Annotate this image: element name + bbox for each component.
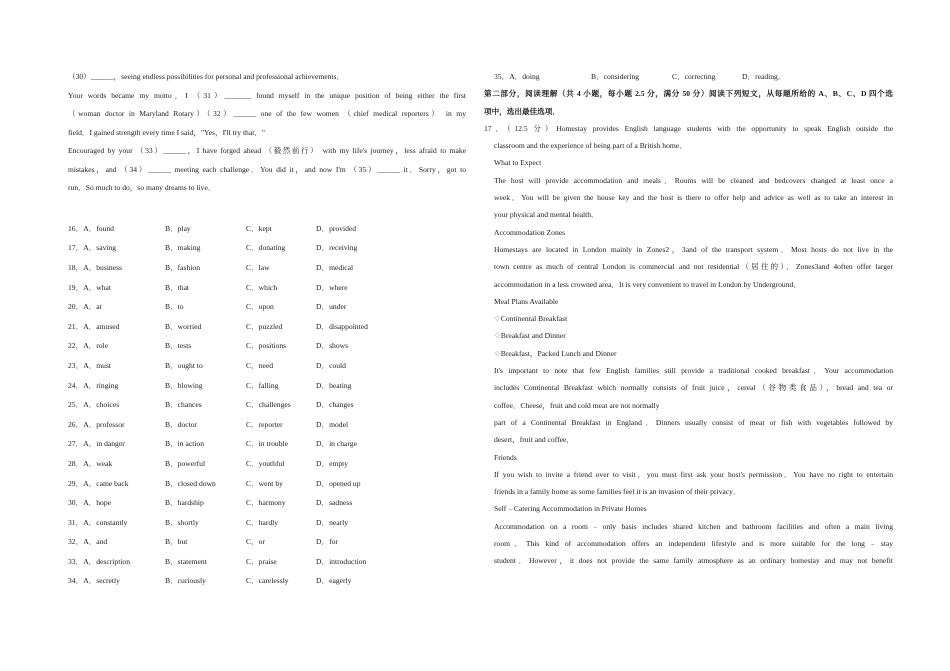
passage-line: part of a Continental Breakfast in England．Dinners usually consist of meat or fish with vegetables followed by — [494, 417, 893, 427]
option-row — [68, 277, 406, 297]
question-17-intro-cont: classroom and the experience of being part of a British home． — [494, 141, 687, 151]
option-cell — [246, 512, 316, 532]
option-row — [68, 395, 406, 415]
passage-line: room．This kind of accommodation offers an independent lifestyle and is more suitable for the long﹣stay — [494, 539, 893, 549]
question-17-intro: 17．（12.5 分）Homestay provides English language students with the opportunity to speak English outside the — [484, 123, 893, 133]
option-c: C．youthful — [246, 458, 285, 468]
option-d: D．where — [316, 282, 348, 292]
option-cell — [165, 454, 246, 474]
option-cell — [165, 258, 246, 278]
passage-line: ♢Continental Breakfast — [494, 314, 568, 324]
option-cell — [246, 454, 316, 474]
option-cell — [165, 571, 246, 591]
option-cell — [316, 316, 406, 336]
option-c: C．hardly — [246, 517, 279, 527]
option-row — [68, 414, 406, 434]
option-cell — [68, 395, 165, 415]
option-cell — [68, 473, 165, 493]
option-cell — [165, 414, 246, 434]
option-b: B．shortly — [165, 517, 199, 527]
passage-line: Encouraged by your （33）______，I have forged ahead （毅然前行） with my life's journey，less afraid to make — [68, 146, 466, 155]
option-a: A．found — [83, 223, 114, 233]
option-cell — [165, 297, 246, 317]
passage-line: week．You will be given the house key and the host is there to offer help and advice as well as to take an interest in — [494, 193, 893, 203]
option-c: C．in trouble — [246, 439, 288, 449]
option-cell — [68, 493, 165, 513]
option-cell — [316, 395, 406, 415]
option-cell — [165, 532, 246, 552]
option-cell — [316, 414, 406, 434]
option-d: D．provided — [316, 223, 357, 233]
option-b: B．worried — [165, 321, 202, 331]
option-c: C．positions — [246, 341, 287, 351]
option-a: A．came back — [83, 478, 129, 488]
option-cell — [68, 219, 165, 239]
passage-line: coffee．Cheese，fruit and cold meat are not normally — [494, 400, 660, 410]
option-a: A．in danger — [83, 439, 125, 449]
option-cell — [165, 434, 246, 454]
option-cell — [68, 375, 165, 395]
option-b: B．statement — [165, 556, 207, 566]
passage-line: desert，fruit and coffee． — [494, 435, 574, 445]
option-cell — [246, 336, 316, 356]
question-number: 26． — [68, 419, 84, 429]
option-b: B．closed down — [165, 478, 216, 488]
option-c: C．need — [246, 360, 273, 370]
option-cell — [68, 434, 165, 454]
section-heading: 第二部分，阅读理解（共 4 小题，每小题 2.5 分，满分 50 分）阅读下列短文，从每题所给的 A、B、C、D 四个选 — [484, 89, 893, 99]
option-b: B．in action — [165, 439, 205, 449]
option-b: B．but — [165, 537, 188, 547]
option-cell — [68, 552, 165, 572]
option-c: C．challenges — [246, 400, 291, 410]
option-cell — [316, 434, 406, 454]
passage-line: Accommodation on a room﹣only basis includes shared kitchen and bathroom facilities and often a main living — [494, 521, 893, 531]
passage-line: Self﹣Catering Accommodation in Private Homes — [494, 504, 647, 514]
option-cell — [316, 356, 406, 376]
option-d: D．nearly — [316, 517, 349, 527]
question-number: 30． — [68, 498, 84, 508]
option-b: B．curiously — [165, 576, 206, 586]
option-cell — [316, 571, 406, 591]
option-b: B．chances — [165, 400, 202, 410]
option-cell — [246, 532, 316, 552]
option-d: D．receiving — [316, 243, 358, 253]
question-number: 17． — [68, 243, 84, 253]
q35-option-d: D．reading． — [742, 72, 786, 81]
option-cell — [316, 297, 406, 317]
passage-line: Accommodation Zones — [494, 227, 566, 237]
passage-line: Meal Plans Available — [494, 296, 559, 306]
option-a: A．what — [83, 282, 112, 292]
option-cell — [246, 297, 316, 317]
passage-line: friends in a family home as some families feel it is an invasion of their privacy． — [494, 487, 741, 497]
option-cell — [165, 493, 246, 513]
option-cell — [68, 512, 165, 532]
option-cell — [165, 356, 246, 376]
option-c: C．upon — [246, 302, 274, 312]
option-cell — [246, 277, 316, 297]
option-a: A．professor — [83, 419, 125, 429]
option-row — [68, 493, 406, 513]
option-cell — [246, 571, 316, 591]
option-a: A．hope — [83, 498, 112, 508]
option-cell — [165, 219, 246, 239]
option-b: B．play — [165, 223, 191, 233]
passage-line: The host will provide accommodation and meals．Rooms will be cleaned and bedcovers changed at least once a — [494, 175, 893, 185]
question-number: 28． — [68, 458, 84, 468]
option-cell — [165, 473, 246, 493]
option-a: A．must — [83, 360, 112, 370]
option-d: D．could — [316, 360, 346, 370]
option-cell — [68, 414, 165, 434]
option-row — [68, 336, 406, 356]
passage-line: What to Expect — [494, 158, 542, 168]
option-cell — [165, 336, 246, 356]
option-d: D．introduction — [316, 556, 367, 566]
option-d: D．shows — [316, 341, 349, 351]
option-a: A．constantly — [83, 517, 128, 527]
reading-passage — [484, 154, 893, 569]
option-d: D．beating — [316, 380, 352, 390]
passage-line: Homestays are located in London mainly in Zones2，3and of the transport system．Most hosts do not live in the — [494, 244, 893, 254]
question-number: 21． — [68, 321, 84, 331]
option-cell — [246, 493, 316, 513]
option-a: A．role — [83, 341, 109, 351]
option-cell — [246, 375, 316, 395]
option-b: B．ought to — [165, 360, 203, 370]
option-cell — [246, 414, 316, 434]
option-c: C．which — [246, 282, 278, 292]
passage-line: Your words became my motto．I （31）_______ found myself in the unique position of being either the first — [68, 90, 466, 100]
option-c: C．puzzled — [246, 321, 283, 331]
option-cell — [165, 395, 246, 415]
option-row — [68, 571, 406, 591]
option-c: C．praise — [246, 556, 277, 566]
question-number: 16． — [68, 223, 84, 233]
option-d: D．sadness — [316, 498, 353, 508]
option-c: C．or — [246, 537, 265, 547]
option-d: D．opened up — [316, 478, 361, 488]
option-cell — [68, 238, 165, 258]
option-cell — [165, 277, 246, 297]
option-a: A．choices — [83, 400, 120, 410]
option-row — [68, 238, 406, 258]
question-number: 29． — [68, 478, 84, 488]
option-row — [68, 356, 406, 376]
option-cell — [316, 552, 406, 572]
option-a: A．saving — [83, 243, 117, 253]
option-cell — [246, 238, 316, 258]
passage-line: If you wish to invite a friend over to visit．you must first ask your host's permission．You have no right to entertain — [494, 469, 893, 479]
option-cell — [316, 219, 406, 239]
option-cell — [68, 258, 165, 278]
option-d: D．under — [316, 302, 347, 312]
option-cell — [316, 512, 406, 532]
option-row — [68, 454, 406, 474]
option-cell — [316, 493, 406, 513]
option-a: A．weak — [83, 458, 113, 468]
question-number: 18． — [68, 262, 84, 272]
question-number: 19． — [68, 282, 84, 292]
option-row — [68, 375, 406, 395]
option-a: A．business — [83, 262, 123, 272]
option-cell — [68, 336, 165, 356]
passage-line: accommodation in a less crowned area．It is very convenient to travel in London by Underground． — [494, 279, 801, 289]
option-d: D．model — [316, 419, 349, 429]
right-column — [484, 68, 893, 570]
option-c: C．law — [246, 262, 270, 272]
option-cell — [246, 552, 316, 572]
option-b: B．blowing — [165, 380, 203, 390]
passage-line: Friends — [494, 452, 517, 462]
left-column — [68, 68, 466, 591]
passage-line: run．So much to do，so many dreams to live． — [68, 183, 216, 192]
question-number: 25． — [68, 400, 84, 410]
q35-option-b: B．considering — [591, 72, 640, 81]
question-number: 20． — [68, 302, 84, 312]
option-row — [68, 219, 406, 239]
q35-num-a: 35．A．doing — [494, 72, 540, 81]
option-cell — [68, 532, 165, 552]
cloze-passage — [68, 68, 466, 198]
option-row — [68, 512, 406, 532]
option-a: A．amused — [83, 321, 120, 331]
option-row — [68, 297, 406, 317]
option-cell — [165, 552, 246, 572]
q35-option-c: C．correcting — [672, 72, 716, 81]
option-row — [68, 552, 406, 572]
option-row — [68, 434, 406, 454]
option-cell — [68, 297, 165, 317]
option-d: D．empty — [316, 458, 349, 468]
question-number: 22． — [68, 341, 84, 351]
passage-line: mistakes，and （34）______ meeting each challenge．You did it，and now I'm （35）______ it．Sorry，got to — [68, 164, 466, 174]
option-cell — [316, 336, 406, 356]
option-row — [68, 258, 406, 278]
option-cell — [316, 258, 406, 278]
option-cell — [246, 316, 316, 336]
option-cell — [165, 238, 246, 258]
option-b: B．powerful — [165, 458, 206, 468]
option-c: C．carelessly — [246, 576, 289, 586]
option-cell — [68, 316, 165, 336]
section-heading-cont: 项中，选出最佳选项． — [484, 106, 560, 116]
passage-line: ♢Breakfast，Packed Lunch and Dinner — [494, 348, 617, 358]
option-a: A．secretly — [83, 576, 120, 586]
option-a: A．description — [83, 556, 131, 566]
option-cell — [165, 512, 246, 532]
option-c: C．harmony — [246, 498, 286, 508]
option-a: A．at — [83, 302, 102, 312]
question-number: 23． — [68, 360, 84, 370]
option-cell — [316, 532, 406, 552]
option-d: D．eagerly — [316, 576, 352, 586]
passage-line: town centre as much of central London is commercial and not residential（居住的）．Zones3and 4often offer larger — [494, 262, 893, 272]
question-number: 27． — [68, 439, 84, 449]
question-number: 32． — [68, 537, 84, 547]
option-cell — [316, 277, 406, 297]
option-b: B．doctor — [165, 419, 198, 429]
option-row — [68, 316, 406, 336]
option-d: D．in charge — [316, 439, 357, 449]
option-b: B．hardship — [165, 498, 204, 508]
passage-line: It's important to note that few English families still provide a traditional cooked breakfast．Your accommodation — [494, 366, 893, 376]
option-b: B．to — [165, 302, 184, 312]
option-cell — [246, 434, 316, 454]
option-cell — [246, 473, 316, 493]
option-cell — [68, 356, 165, 376]
option-cell — [246, 356, 316, 376]
question-number: 33． — [68, 556, 84, 566]
passage-line: your physical and mental health． — [494, 210, 599, 220]
option-c: C．donating — [246, 243, 286, 253]
options-table — [68, 219, 406, 591]
option-cell — [316, 473, 406, 493]
option-d: D．medical — [316, 262, 354, 272]
question-35-options — [484, 68, 893, 85]
option-a: A．ringing — [83, 380, 119, 390]
passage-line: （woman doctor in Maryland Rotary）（32）______ one of the few women （chief medical reporters） in my — [68, 109, 466, 118]
option-cell — [68, 454, 165, 474]
option-b: B．tests — [165, 341, 192, 351]
option-d: D．for — [316, 537, 338, 547]
option-c: C．falling — [246, 380, 279, 390]
question-number: 34． — [68, 576, 84, 586]
option-c: C．kept — [246, 223, 272, 233]
option-cell — [68, 277, 165, 297]
option-d: D．changes — [316, 400, 354, 410]
passage-line: student．However，it does not provide the same family atmosphere as an ordinary homestay and may not benefit — [494, 556, 893, 566]
option-cell — [316, 238, 406, 258]
option-cell — [246, 395, 316, 415]
option-b: B．fashion — [165, 262, 201, 272]
option-cell — [246, 219, 316, 239]
question-number: 31． — [68, 517, 84, 527]
option-b: B．making — [165, 243, 201, 253]
option-cell — [165, 375, 246, 395]
option-cell — [316, 375, 406, 395]
question-number: 24． — [68, 380, 84, 390]
passage-line: includes Continental Breakfast which normally consists of fruit juice，cereal（谷物类食品），bread and tea or — [494, 383, 893, 393]
option-c: C．went by — [246, 478, 283, 488]
option-b: B．that — [165, 282, 190, 292]
option-a: A．and — [83, 537, 108, 547]
passage-line: ♢Breakfast and Dinner — [494, 331, 566, 341]
passage-line: field．I gained strength every time I said，"Yes，I'll try that．" — [68, 127, 266, 137]
option-cell — [68, 571, 165, 591]
option-d: D．disappointed — [316, 321, 368, 331]
option-c: C．reporter — [246, 419, 283, 429]
option-cell — [246, 258, 316, 278]
option-cell — [165, 316, 246, 336]
option-row — [68, 473, 406, 493]
option-cell — [316, 454, 406, 474]
option-row — [68, 532, 406, 552]
passage-line: （30）______，seeing endless possibilities for personal and professional achievements． — [68, 72, 345, 81]
